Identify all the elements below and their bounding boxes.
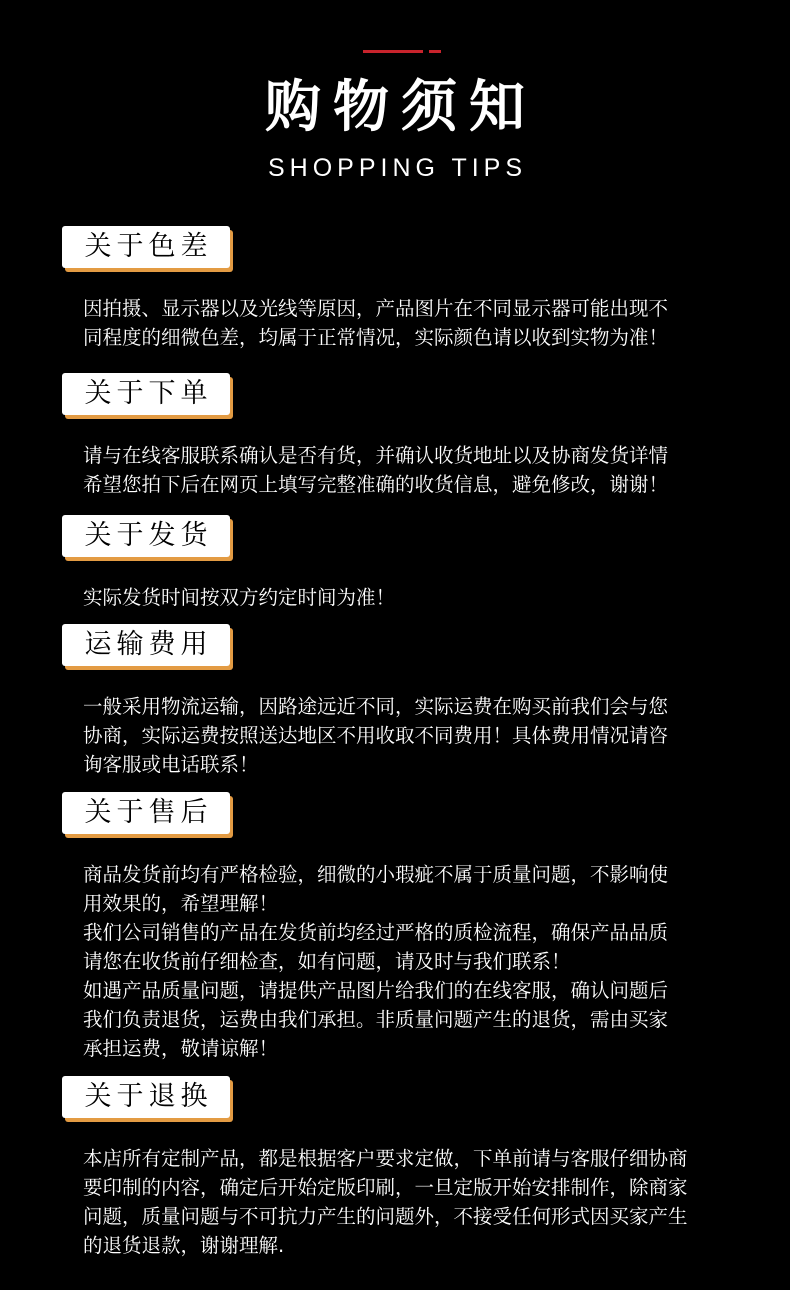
body-line: 请您在收货前仔细检查，如有问题，请及时与我们联系！ [83,950,571,973]
section-shipping [62,515,742,612]
body-line: 希望您拍下后在网页上填写完整准确的收货信息，避免修改，谢谢！ [83,473,669,496]
body-line: 我们负责退货，运费由我们承担。非质量问题产生的退货，需由买家 [83,1008,669,1031]
section-label: 关于售后 [62,792,230,834]
section-label: 关于色差 [62,226,230,268]
body-line: 商品发货前均有严格检验，细微的小瑕疵不属于质量问题，不影响使 [83,863,669,886]
body-line: 请与在线客服联系确认是否有货，并确认收货地址以及协商发货详情 [83,444,669,467]
section-freight [62,624,742,779]
section-color-difference [62,226,742,352]
section-returns [62,1076,742,1260]
body-line: 如遇产品质量问题，请提供产品图片给我们的在线客服，确认问题后 [83,979,669,1002]
section-body [83,692,742,779]
body-line: 实际发货时间按双方约定时间为准！ [83,586,396,609]
body-line: 一般采用物流运输，因路途远近不同，实际运费在购买前我们会与您 [83,695,669,718]
body-line: 我们公司销售的产品在发货前均经过严格的质检流程，确保产品品质 [83,921,669,944]
body-line: 承担运费，敬请谅解！ [83,1037,279,1060]
body-line: 本店所有定制产品，都是根据客户要求定做，下单前请与客服仔细协商 [83,1147,688,1170]
body-line: 同程度的细微色差，均属于正常情况，实际颜色请以收到实物为准！ [83,326,669,349]
body-line: 问题，质量问题与不可抗力产生的问题外，不接受任何形式因买家产生 [83,1205,688,1228]
body-line: 要印制的内容，确定后开始定版印刷，一旦定版开始安排制作，除商家 [83,1176,688,1199]
body-line: 因拍摄、显示器以及光线等原因，产品图片在不同显示器可能出现不 [83,297,669,320]
section-label: 关于发货 [62,515,230,557]
section-body [83,1144,742,1260]
section-body [83,441,742,499]
section-body [83,583,742,612]
body-line: 询客服或电话联系！ [83,753,259,776]
body-line: 协商，实际运费按照送达地区不用收取不同费用！具体费用情况请咨 [83,724,669,747]
section-label: 关于退换 [62,1076,230,1118]
section-label: 运输费用 [62,624,230,666]
section-label: 关于下单 [62,373,230,415]
body-line: 的退货退款，谢谢理解. [83,1234,285,1257]
section-body [83,294,742,352]
page-title: 购物须知 [265,75,537,140]
section-after-sales [62,792,742,1063]
header-accent-bar [363,50,423,53]
header-accent-dash [429,50,441,53]
section-body [83,860,742,1063]
body-line: 用效果的，希望理解！ [83,892,279,915]
page-subtitle: SHOPPING TIPS [267,154,528,182]
section-ordering [62,373,742,499]
